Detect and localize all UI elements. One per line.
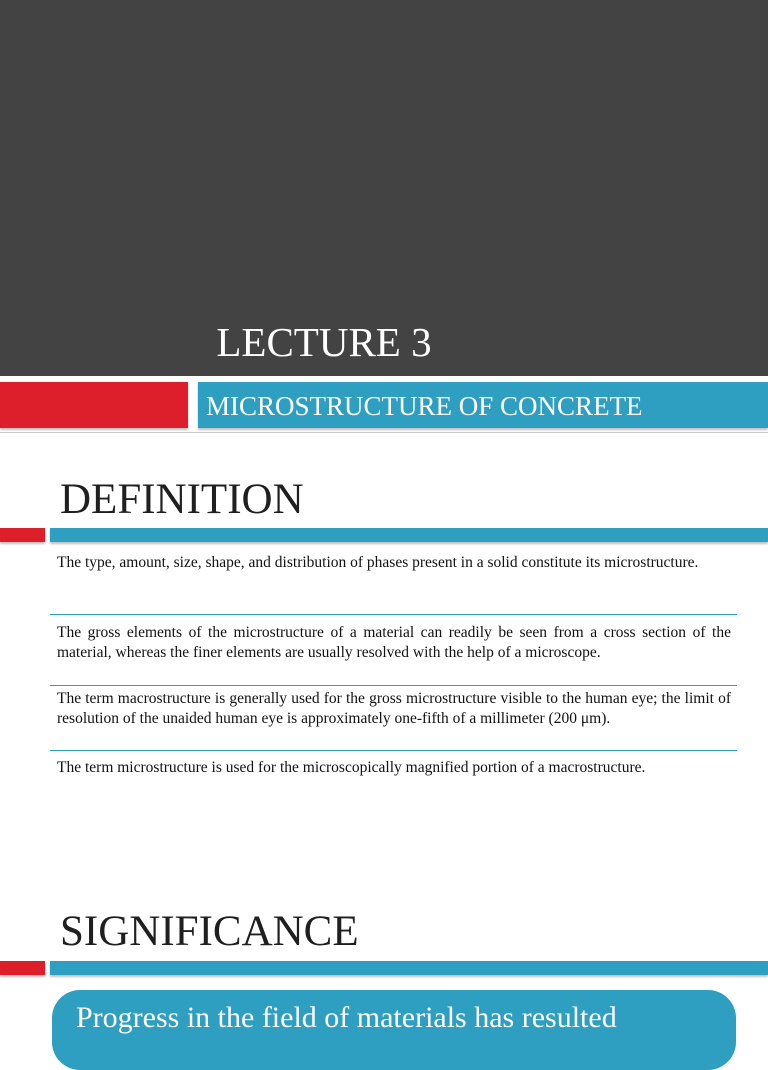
definition-paragraph-3: The term macrostructure is generally used for the gross microstructure visible to the human eye; the limit of resolution of the unaided human eye is approximately one-fifth of a millimeter (200 μm). bbox=[57, 690, 731, 727]
definition-paragraph-1: The type, amount, size, shape, and distribution of phases present in a solid constitute its microstructure. bbox=[57, 554, 699, 571]
subtitle-band bbox=[198, 382, 768, 428]
significance-text: Progress in the field of materials has resulted bbox=[76, 1001, 617, 1034]
definition-blue-bar bbox=[50, 528, 768, 542]
lecture-subtitle: MICROSTRUCTURE OF CONCRETE bbox=[206, 391, 643, 421]
significance-red-bar bbox=[0, 961, 45, 975]
significance-text-box bbox=[52, 990, 736, 1070]
slide-separator bbox=[0, 432, 768, 433]
definition-paragraph-2: The gross elements of the microstructure of a material can readily be seen from a cross section of the material, whereas the finer elements are usually resolved with the help of a microscope. bbox=[57, 624, 731, 661]
paragraph-divider bbox=[50, 685, 737, 686]
paragraph-divider bbox=[50, 614, 737, 615]
lecture-title: LECTURE 3 bbox=[216, 319, 432, 365]
significance-heading: SIGNIFICANCE bbox=[60, 908, 359, 955]
definition-red-bar bbox=[0, 528, 45, 542]
paragraph-divider bbox=[50, 750, 737, 751]
red-accent-band bbox=[0, 382, 188, 428]
definition-paragraph-4: The term microstructure is used for the microscopically magnified portion of a macrostructure. bbox=[57, 759, 646, 776]
significance-blue-bar bbox=[50, 961, 768, 975]
definition-heading: DEFINITION bbox=[60, 476, 304, 523]
